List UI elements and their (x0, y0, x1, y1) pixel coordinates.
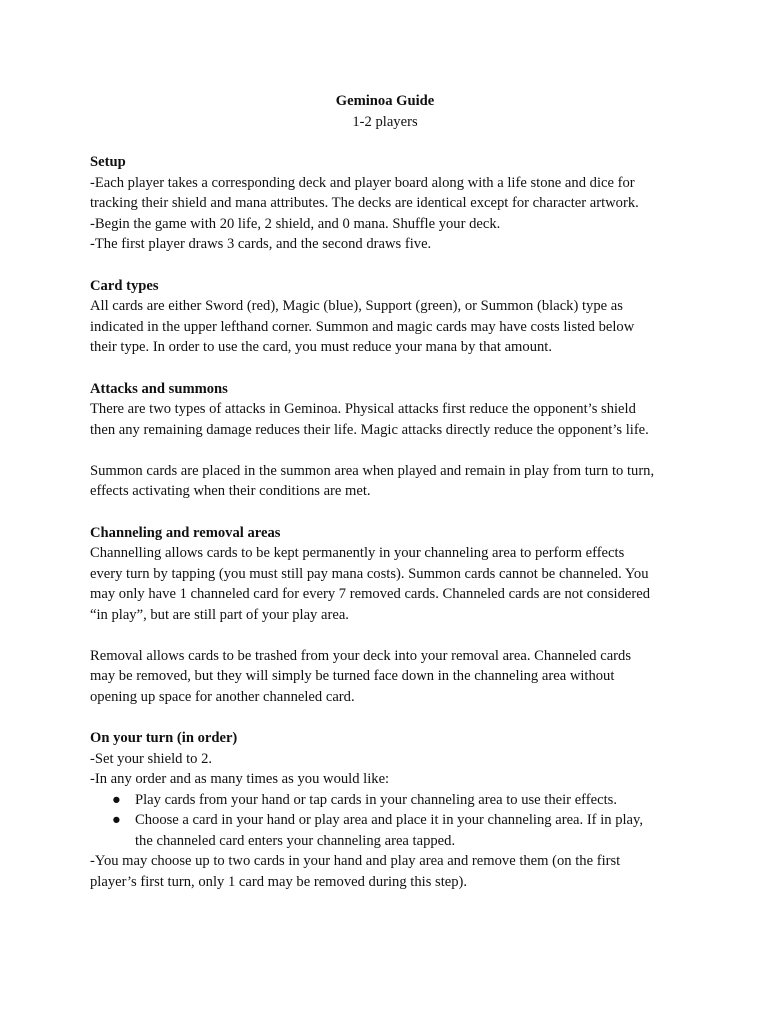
setup-line: tracking their shield and mana attributes. The decks are identical except for character artwork. (90, 195, 639, 211)
document-title: Geminoa Guide (335, 93, 435, 109)
channeling-line: “in play”, but are still part of your play area. (90, 606, 349, 623)
turn-line: -In any order and as many times as you would like: (90, 771, 390, 787)
channeling-line: may only have 1 channeled card for every 7 removed cards. Channeled cards are not considered (90, 586, 650, 602)
turn-bullet-item (90, 810, 680, 851)
attacks-paragraph (90, 399, 680, 440)
bullet-dot-icon: ● (112, 791, 121, 808)
card-types-section (90, 276, 680, 358)
channeling-line: Channelling allows cards to be kept permanently in your channeling area to perform effects (90, 545, 625, 561)
summons-line: Summon cards are placed in the summon area when played and remain in play from turn to turn, (90, 462, 655, 479)
turn-line: -Set your shield to 2. (90, 750, 213, 767)
attacks-line: then any remaining damage reduces their life. Magic attacks directly reduce the opponent’s life. (90, 421, 649, 438)
channeling-heading: Channeling and removal areas (90, 524, 281, 541)
channeling-paragraph (90, 543, 680, 625)
document-page (90, 91, 680, 913)
card-types-heading: Card types (90, 277, 159, 294)
turn-line: -You may choose up to two cards in your hand and play area and remove them (on the first (90, 853, 621, 869)
removal-line: Removal allows cards to be trashed from your deck into your removal area. Channeled cards (90, 647, 632, 664)
bullet-dot-icon: ● (112, 812, 121, 828)
setup-line: -Begin the game with 20 life, 2 shield, and 0 mana. Shuffle your deck. (90, 215, 501, 232)
bullet-line: the channeled card enters your channeling area tapped. (135, 832, 456, 849)
bullet-line: Choose a card in your hand or play area and place it in your channeling area. If in play, (135, 812, 644, 828)
turn-bullet-list (90, 790, 680, 852)
summons-line: effects activating when their conditions are met. (90, 483, 371, 499)
turn-line: player’s first turn, only 1 card may be removed during this step). (90, 873, 468, 890)
setup-line: -Each player takes a corresponding deck and player board along with a life stone and dice for (90, 174, 635, 191)
channeling-line: every turn by tapping (you must still pay mana costs). Summon cards cannot be channeled. You (90, 565, 649, 582)
turn-section (90, 728, 680, 892)
card-types-line: All cards are either Sword (red), Magic (blue), Support (green), or Summon (black) type as (90, 298, 623, 314)
removal-paragraph (90, 646, 680, 708)
channeling-section (90, 523, 680, 708)
card-types-line: indicated in the upper lefthand corner. Summon and magic cards may have costs listed below (90, 318, 635, 335)
attacks-section (90, 379, 680, 502)
card-types-line: their type. In order to use the card, you must reduce your mana by that amount. (90, 339, 552, 355)
setup-heading: Setup (90, 154, 126, 170)
setup-line: -The first player draws 3 cards, and the second draws five. (90, 236, 432, 252)
document-subtitle: 1-2 players (352, 113, 418, 130)
title-block (90, 91, 680, 132)
turn-heading: On your turn (in order) (90, 730, 238, 746)
summons-paragraph (90, 461, 680, 502)
bullet-line: Play cards from your hand or tap cards in your channeling area to use their effects. (135, 791, 617, 808)
removal-line: may be removed, but they will simply be turned face down in the channeling area without (90, 668, 615, 684)
attacks-heading: Attacks and summons (90, 380, 228, 397)
removal-line: opening up space for another channeled card. (90, 688, 355, 705)
setup-section (90, 152, 680, 255)
attacks-line: There are two types of attacks in Geminoa. Physical attacks first reduce the opponent’s shield (90, 401, 636, 417)
turn-bullet-item (90, 790, 680, 811)
